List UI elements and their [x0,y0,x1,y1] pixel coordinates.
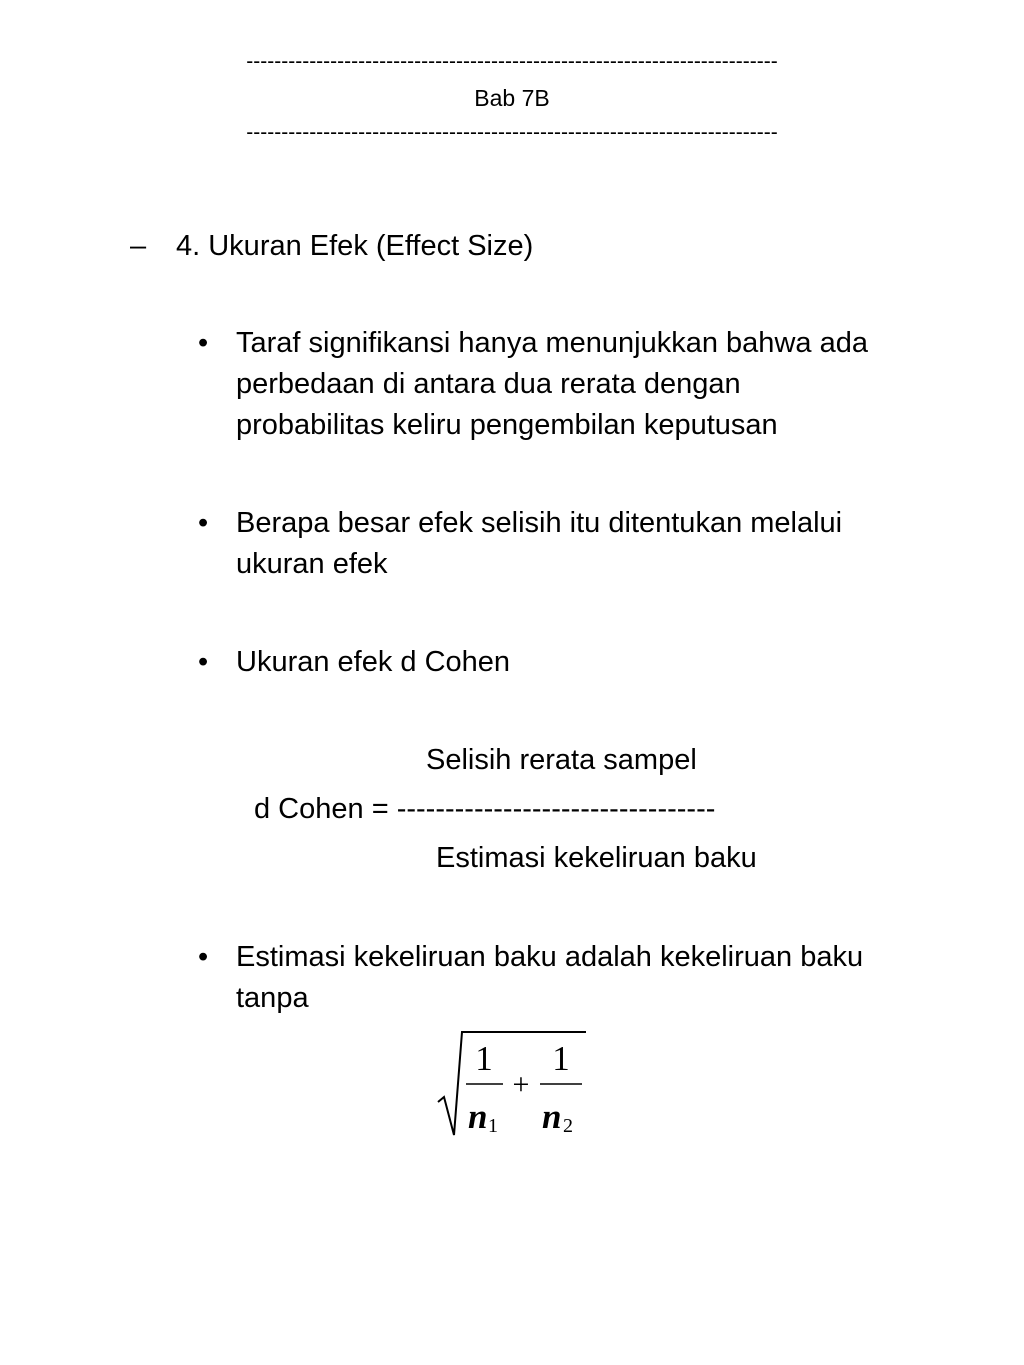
sqrt-formula [432,1025,602,1150]
bullet-line: Ukuran efek d Cohen [236,646,511,678]
subscript-1: 1 [488,1115,498,1137]
denominator-1: n [468,1097,488,1136]
numerator-1: 1 [475,1039,493,1078]
bullet-line: Taraf signifikansi hanya menunjukkan bahwa ada [236,327,868,359]
bullet-dot: • [198,327,209,359]
bullet-line: tanpa [236,982,309,1014]
header-rule-top: ---------------------------------------------------------------------------- [246,50,778,73]
bullet-line: ukuran efek [236,548,388,580]
bullet-significance [198,323,998,446]
bullet-line: Berapa besar efek selisih itu ditentukan melalui [236,507,843,539]
plus-operator: + [512,1068,530,1101]
heading-dash: – [130,230,147,262]
numerator-2: 1 [552,1039,570,1078]
bullet-standard-error [198,937,998,1019]
cohen-fraction-rule: --------------------------------- [396,793,716,825]
bullet-dot: • [198,507,209,539]
subscript-2: 2 [563,1115,573,1137]
bullet-dot: • [198,646,209,678]
section-heading [130,226,533,266]
cohen-lhs: d Cohen = [254,793,397,825]
page-title: Bab 7B [474,85,550,111]
cohen-equation [254,789,715,829]
bullet-cohen [198,642,998,683]
header-rule-bottom: ---------------------------------------------------------------------------- [246,121,778,144]
heading-text: 4. Ukuran Efek (Effect Size) [176,230,534,262]
bullet-dot: • [198,941,209,973]
cohen-denominator: Estimasi kekeliruan baku [436,842,757,874]
bullet-line: probabilitas keliru pengembilan keputusan [236,409,778,441]
bullet-line: perbedaan di antara dua rerata dengan [236,368,741,400]
denominator-2: n [542,1097,562,1136]
cohen-numerator: Selisih rerata sampel [426,744,697,776]
sqrt-formula-graphic [432,1025,602,1150]
bullet-line: Estimasi kekeliruan baku adalah kekeliruan baku [236,941,864,973]
bullet-effect-size [198,503,998,585]
